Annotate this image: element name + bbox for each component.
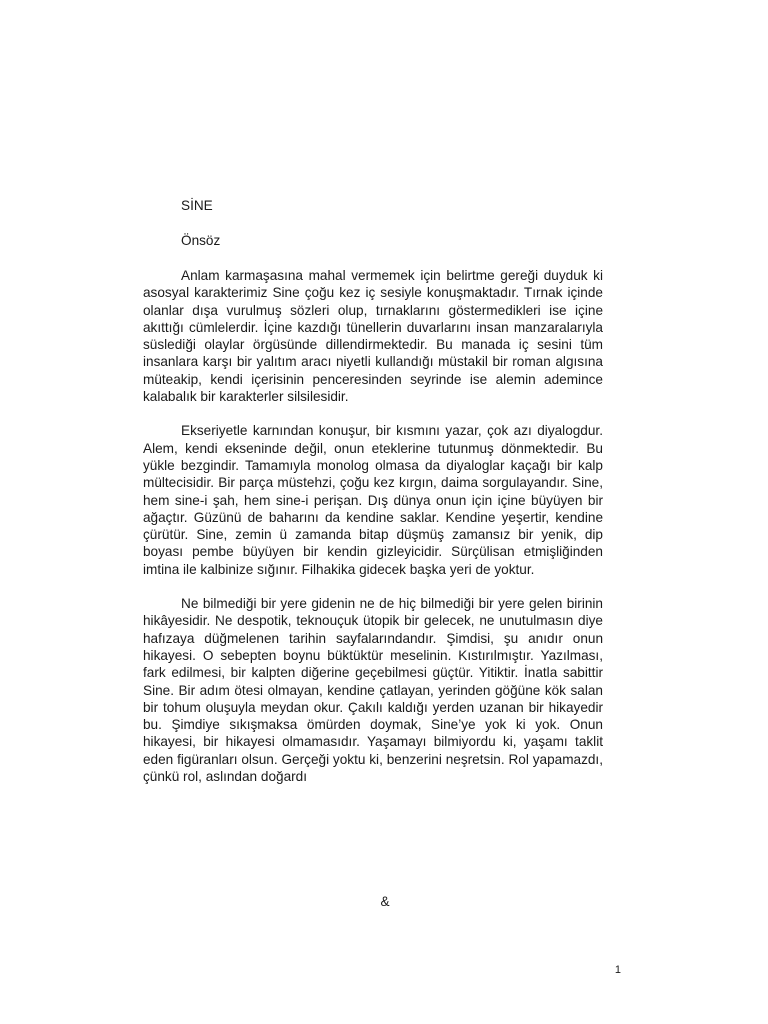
section-separator: & (380, 894, 390, 909)
document-subtitle: Önsöz (181, 233, 221, 248)
paragraph-3: Ne bilmediği bir yere gidenin ne de hiç bilmediği bir yere gelen birinin hikâyesidir. Ne despotik, teknouçuk ütopik bir gelecek, ne unutulmasın diye hafızaya düğmelenen tarihin sayfalarındandır. Şimdisi, şu anıdır onun hikayesi. O sebepten boynu büktüktür meselinin. Kıstırılmıştır. Yazılması, fark edilmesi, bir kalpten diğerine geçebilmesi güçtür. Yitiktir. İnatla sabittir Sine. Bir adım ötesi olmayan, kendine çatlayan, yerinden göğüne kök salan bir tohum oluşuyla meydan okur. Çakılı kaldığı yerden uzanan bir hikayedir bu. Şimdiye sıkışmaksa ömürden doymak, Sine’ye yok ki yok. Onun hikayesi, bir hikayesi olmamasıdır. Yaşamayı bilmiyordu ki, yaşamı taklit eden figüranları olsun. Gerçeği yoktu ki, benzerini neşretsin. Rol yapamazdı, çünkü rol, aslından doğardı (143, 596, 603, 785)
paragraph-2: Ekseriyetle karnından konuşur, bir kısmını yazar, çok azı diyalogdur. Alem, kendi ekseninde değil, onun eteklerine tutunmuş dönmektedir. Bu yükle bezgindir. Tamamıyla monolog olmasa da diyaloglar kaçağı bir kalp mültecisidir. Bir parça müstehzi, çoğu kez kırgın, daima sorgulayandır. Sine, hem sine-i şah, hem sine-i perişan. Dış dünya onun için içine büyüyen bir ağaçtır. Güzünü de baharını da kendine saklar. Kendine yeşertir, kendine çürütür. Sine, zemin ü zamanda bitap düşmüş zamansız bir yenik, dip boyası pembe büyüyen bir kendin gizleyicidir. Sürçülisan etmişliğinden imtina ile kalbinize sığınır. Filhakika gidecek başka yeri de yoktur. (143, 423, 603, 577)
document-body (143, 197, 603, 802)
document-title: SİNE (181, 198, 213, 213)
page-number: 1 (614, 964, 621, 976)
paragraph-1: Anlam karmaşasına mahal vermemek için belirtme gereği duyduk ki asosyal karakterimiz Sine çoğu kez iç sesiyle konuşmaktadır. Tırnak içinde olanlar dışa vurulmuş sözleri olup, tırnaklarını göstermedikleri ise içine akıttığı cümlelerdir. İçine kazdığı tünellerin duvarlarını insan manzaralarıyla süslediği olaylar örgüsünde dillendirmektedir. Bu manada iç sesini tüm insanlara karşı bir yalıtım aracı niyetli kullandığı müstakil bir roman algısına müteakip, kendi içerisinin penceresinden seyrinde ise alemin ademince kalabalık bir karakterler silsilesidir. (143, 268, 603, 405)
